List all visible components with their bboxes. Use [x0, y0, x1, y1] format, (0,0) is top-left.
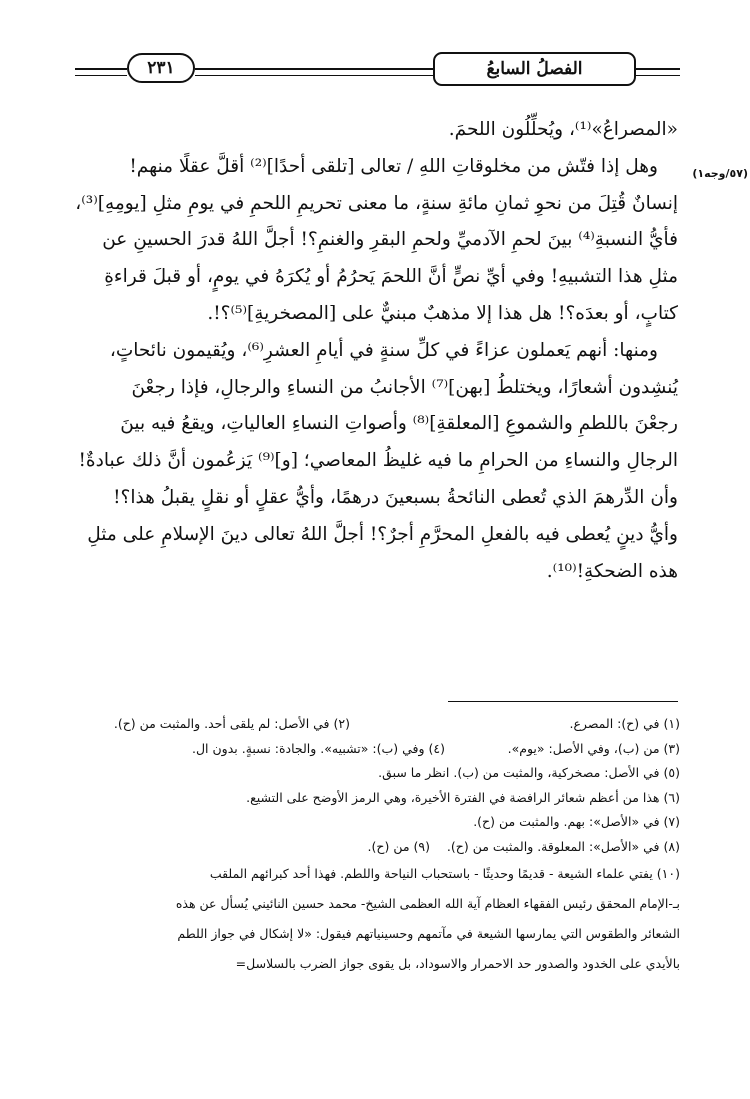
text-line: مثلِ هذا التشبيهِ! وفي أيِّ نصٍّ أنَّ اللحمَ يَحرُمُ أو يُكرَهُ في يومٍ، أو قبلَ قراءةِ	[104, 266, 678, 288]
text-line: الرجالِ والنساءِ من الحرامِ ما فيه غليظُ المعاصي؛ [و]⁽⁹⁾ يَزعُمون أنَّ ذلك عبادةٌ!	[78, 450, 678, 472]
text-line: وأن الدِّرهمَ الذي تُعطى النائحةُ بسبعينَ درهمًا، وأيُّ عقلٍ أو نقلٍ يقبلُ هذا؟!	[113, 486, 678, 508]
footnote-7: (٧) في «الأصل»: بهم. والمثبت من (ح).	[473, 814, 680, 829]
footnote-separator	[448, 701, 678, 702]
text-line: وأيُّ دينٍ يُعطى فيه بالفعلِ المحرَّمِ أجرٌ؟! أجلَّ اللهُ تعالى دينَ الإسلامِ على مثلِ	[87, 523, 678, 545]
footnotes	[70, 712, 680, 979]
footnote-5: (٥) في الأصل: مصخركية، والمثبت من (ب). انظر ما سبق.	[378, 765, 680, 780]
footnote-10-line: الشعائر والطقوس التي يمارسها الشيعة في مآتمهم وحسينياتهم فيقول: «لا إشكال في جواز اللطم	[177, 926, 680, 941]
footnote-10-line: (١٠) يفتي علماء الشيعة - قديمًا وحديثًا - باستحباب النياحة واللطم. فهذا أحد كبرائهم الملقب	[209, 866, 680, 881]
text-line: وهل إذا فتّش من مخلوقاتِ اللهِ / تعالى [تلقى أحدًا]⁽²⁾ أقلَّ عقلًا منهم!	[129, 155, 658, 177]
footnote-10-line: بـ-الإمام المحقق رئيس الفقهاء العظام آية الله العظمى الشيخ- محمد حسين النائيني يُسأل عن هذه	[175, 896, 680, 911]
footnote-1: (١) في (ح): المصرع.	[569, 716, 680, 731]
footnote-row	[70, 835, 680, 860]
text-line: رجعْنَ باللطمِ والشموعِ [المعلقةِ]⁽⁸⁾ وأصواتِ النساءِ العالياتِ، ويقعُ فيه بينَ	[120, 413, 678, 435]
footnote-3: (٣) من (ب)، وفي الأصل: «يوم».	[507, 740, 680, 756]
text-line: هذه الضحكةِ!⁽¹⁰⁾.	[546, 560, 678, 582]
text-line: إنسانٌ قُتِلَ من نحوِ ثمانِ مائةِ سنةٍ، ما معنى تحريمِ اللحمِ في يومِ مثلِ [يومِهِ]⁽³⁾،	[75, 192, 678, 214]
chapter-title: الفصلُ السابعُ	[433, 52, 636, 86]
body-text	[70, 112, 678, 590]
page-header	[0, 0, 750, 100]
header-rule-left	[75, 68, 127, 76]
text-line: ومنها: أنهم يَعملون عزاءً في كلِّ سنةٍ في أيامِ العشرِ⁽⁶⁾، ويُقيمون نائحاتٍ،	[109, 339, 658, 361]
footnote-4: (٤) وفي (ب): «تشبيه». والجادة: نسبةٍ. بدون ال.	[192, 740, 445, 756]
footnote-9: (٩) من (ح).	[367, 838, 430, 854]
text-line: «المصراعُ»⁽¹⁾، ويُحلِّلُون اللحمَ.	[448, 119, 678, 140]
footnote-6: (٦) هذا من أعظم شعائر الرافضة في الفترة الأخيرة، وهي الرمز الأوضح على التشيع.	[246, 789, 680, 805]
header-rule-middle	[195, 68, 433, 76]
header-rule-right	[636, 68, 680, 76]
footnote-row	[70, 712, 680, 737]
footnote-10-line: بالأيدي على الخدود والصدور حد الاحمرار والاسوداد، بل يقوى جواز الضرب بالسلاسل=	[235, 956, 680, 971]
text-line: يُنشِدون أشعارًا، ويختلطُ [بهن]⁽⁷⁾ الأجانبُ من النساءِ والرجالِ، فإذا رجعْنَ	[131, 376, 678, 398]
text-line: كتابٍ، أو بعدَه؟! هل هذا إلا مذهبٌ مبنيٌّ على [المصخريةِ]⁽⁵⁾؟!.	[207, 302, 678, 324]
footnote-8: (٨) في «الأصل»: المعلوقة. والمثبت من (ح).	[446, 838, 680, 854]
footnote-2: (٢) في الأصل: لم يلقى أحد. والمثبت من (ح).	[113, 716, 350, 731]
text-line: فأيُّ النسبةِ⁽⁴⁾ بينَ لحمِ الآدميِّ ولحمِ البقرِ والغنمِ؟! أجلَّ اللهُ قدرَ الحسينِ عن	[102, 229, 678, 251]
footnote-row	[70, 737, 680, 762]
page-number: ٢٣١	[127, 53, 195, 83]
manuscript-folio-marker: (٥٧/وجه١)	[692, 167, 748, 180]
